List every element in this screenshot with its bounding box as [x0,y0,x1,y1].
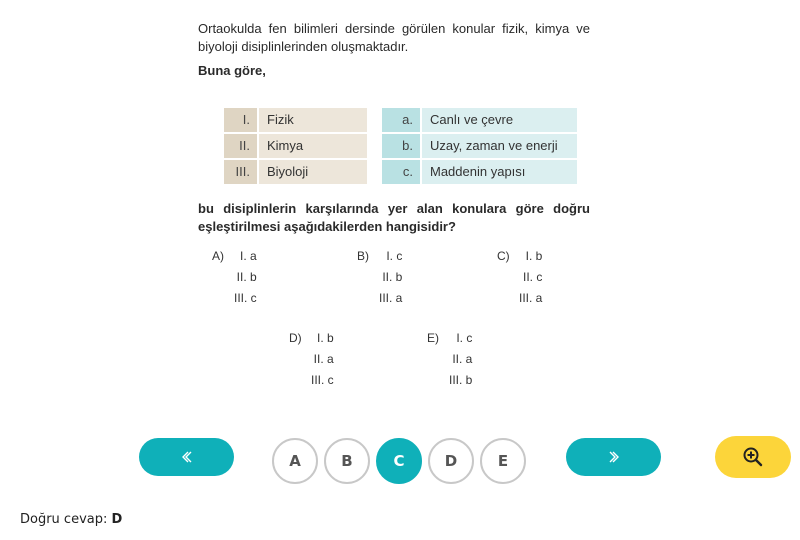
double-chevron-left-icon [180,450,194,464]
row-value: Canlı ve çevre [422,108,577,132]
option-d [289,328,334,391]
option-e [427,328,472,391]
next-question-button[interactable] [566,438,661,476]
choice-label: D [444,452,458,470]
table-row [224,108,367,132]
row-key: II. [224,134,257,158]
question-prompt: bu disiplinlerin karşılarında yer alan konulara göre doğru eşleştirilmesi aşağıdakilerden hangisidir? [198,201,590,234]
option-line: I. c [386,249,403,263]
option-line: II. b [382,270,403,284]
option-line: I. c [456,331,473,345]
choice-label: C [393,452,405,470]
option-line: II. a [313,352,334,366]
option-line: III. a [519,291,543,305]
option-letter: E) [427,331,439,345]
choice-label: B [341,452,353,470]
row-key: b. [382,134,420,158]
choice-c-button[interactable] [376,438,422,484]
question-text [198,20,590,80]
choice-e-button[interactable] [480,438,526,484]
choice-b-button[interactable] [324,438,370,484]
double-chevron-right-icon [607,450,621,464]
option-letter: D) [289,331,302,345]
option-line: I. b [316,331,334,345]
zoom-in-button[interactable] [715,436,791,478]
row-key: c. [382,160,420,184]
correct-answer-value: D [111,512,123,527]
question-lead: Buna göre, [198,63,266,78]
option-line: III. b [449,373,473,387]
choice-a-button[interactable] [272,438,318,484]
choice-d-button[interactable] [428,438,474,484]
correct-answer-label: Doğru cevap: [20,512,108,527]
choice-label: A [289,452,301,470]
disciplines-table [224,108,367,186]
topics-table [382,108,577,186]
option-letter: B) [357,249,369,263]
option-line: II. a [452,352,473,366]
matching-tables [224,108,579,184]
option-line: I. b [525,249,543,263]
table-row [382,134,577,158]
option-line: III. c [234,291,257,305]
option-line: I. a [239,249,257,263]
correct-answer [20,512,122,527]
row-value: Kimya [259,134,367,158]
row-key: III. [224,160,257,184]
previous-question-button[interactable] [139,438,234,476]
question-intro: Ortaokulda fen bilimleri dersinde görülen konular fizik, kimya ve biyoloji disiplinlerinden oluşmaktadır. [198,21,590,54]
option-letter: A) [212,249,224,263]
table-row [382,160,577,184]
option-line: II. b [236,270,257,284]
option-letter: C) [497,249,510,263]
row-value: Maddenin yapısı [422,160,577,184]
zoom-in-icon [742,446,764,468]
row-value: Fizik [259,108,367,132]
option-a [212,246,257,309]
row-key: a. [382,108,420,132]
option-line: II. c [523,270,543,284]
option-line: III. c [311,373,334,387]
choice-label: E [497,452,509,470]
row-value: Biyoloji [259,160,367,184]
table-row [224,160,367,184]
row-value: Uzay, zaman ve enerji [422,134,577,158]
table-row [224,134,367,158]
option-b [357,246,402,309]
table-row [382,108,577,132]
option-c [497,246,542,309]
option-line: III. a [379,291,403,305]
row-key: I. [224,108,257,132]
